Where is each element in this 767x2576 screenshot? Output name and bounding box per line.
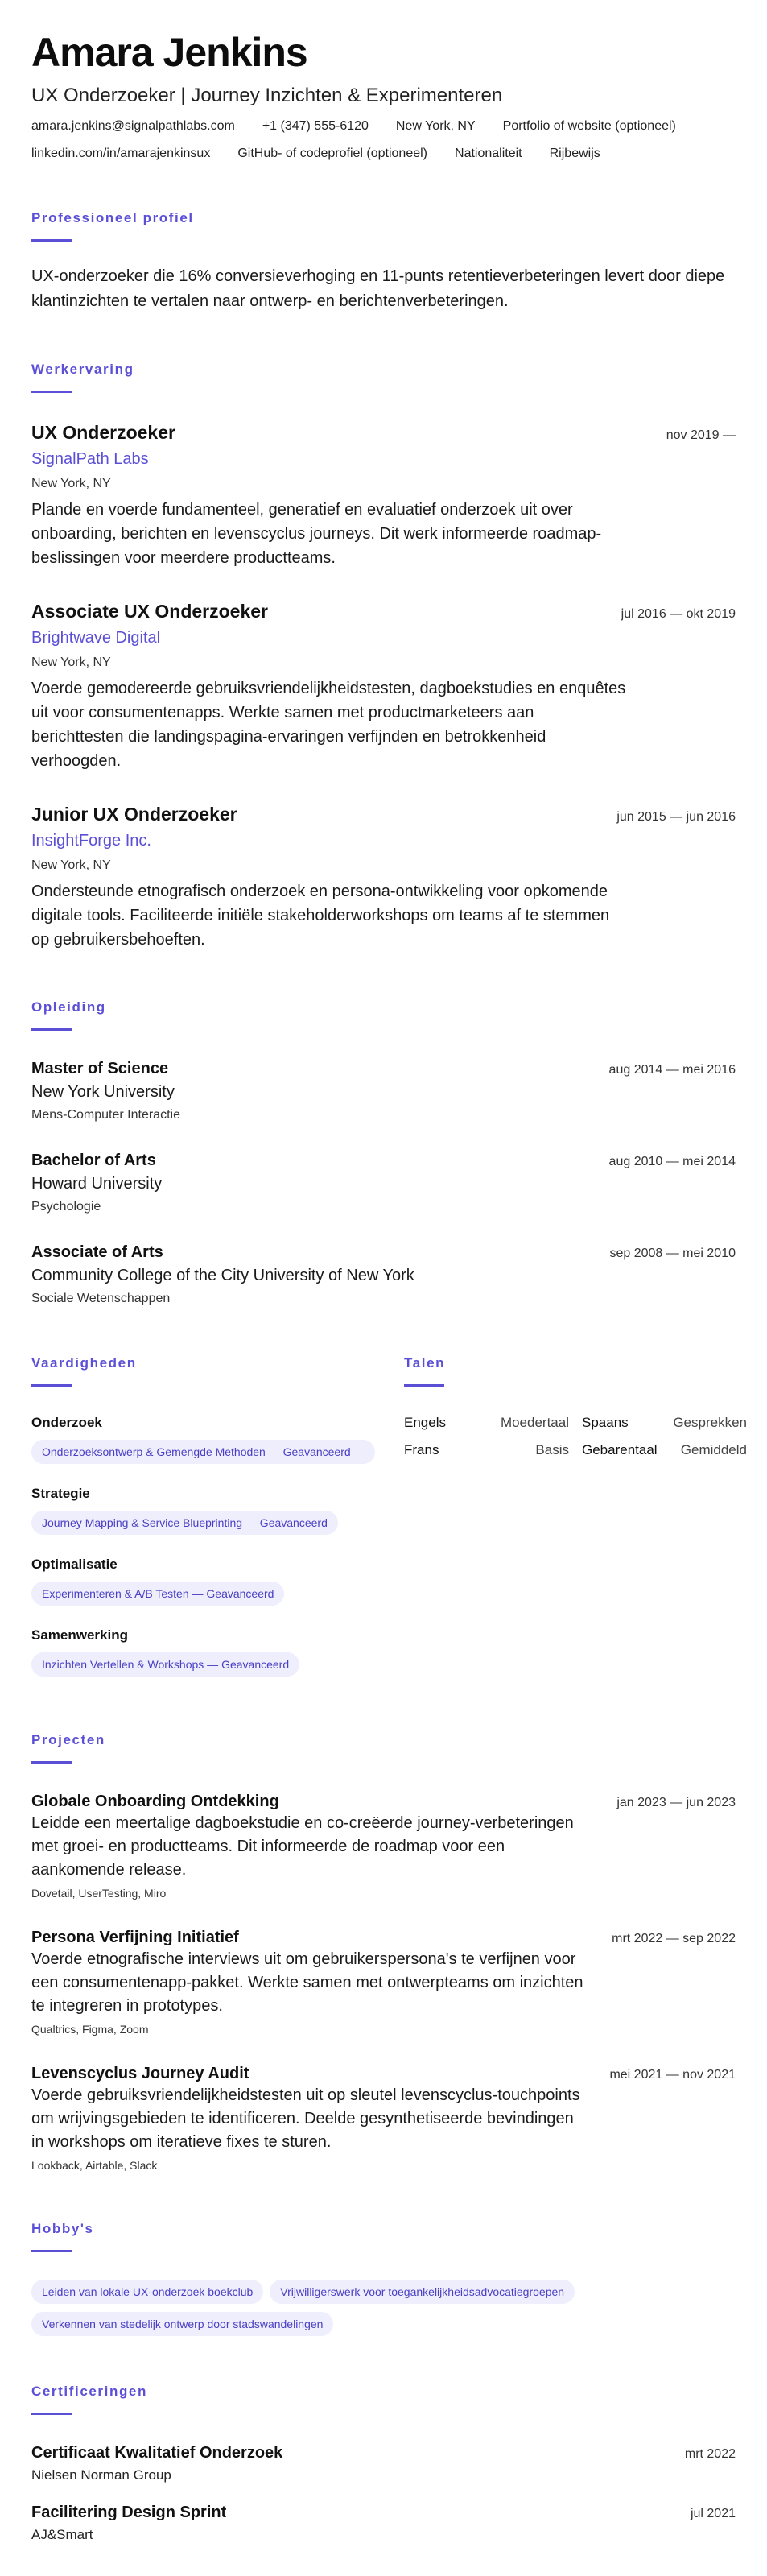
school-name: Howard University xyxy=(31,1175,163,1193)
language-level: Gesprekken xyxy=(673,1415,747,1430)
job-title: Junior UX Onderzoeker xyxy=(31,804,237,825)
education-entry xyxy=(31,1242,736,1308)
education-section xyxy=(31,999,736,1308)
contact-phone[interactable]: +1 (347) 555-6120 xyxy=(262,119,369,133)
degree: Associate of Arts xyxy=(31,1243,163,1261)
job-dates: nov 2019 — xyxy=(666,428,736,442)
language-level: Moedertaal xyxy=(500,1415,569,1430)
job-description: Ondersteunde etnografisch onderzoek en persona-ontwikkeling voor opkomende digitale tools. Faciliteerde initiële stakeholderworkshops om teams af te stemmen op gebruikersbehoeften. xyxy=(31,883,610,949)
certification-date: mrt 2022 xyxy=(684,2447,736,2461)
skill-chip: Experimenteren & A/B Testen — Geavanceerd xyxy=(31,1582,284,1606)
headline: UX Onderzoeker | Journey Inzichten & Experimenteren xyxy=(31,85,503,106)
section-divider xyxy=(404,1384,444,1387)
language-item xyxy=(404,1441,569,1459)
language-name: Spaans xyxy=(582,1415,629,1430)
project-dates: jan 2023 — jun 2023 xyxy=(616,1796,736,1809)
skill-category: Optimalisatie xyxy=(31,1557,118,1572)
candidate-name: Amara Jenkins xyxy=(31,30,307,75)
job-location: New York, NY xyxy=(31,477,111,490)
contact-drivers-license: Rijbewijs xyxy=(549,147,600,160)
projects-section xyxy=(31,1731,736,2173)
skill-group xyxy=(31,1485,393,1543)
project-description: Leidde een meertalige dagboekstudie en co-creëerde journey-verbeteringen met groei- en productteams. Dit informeerde de roadmap voor een aankomende release. xyxy=(31,1814,574,1879)
education-dates: aug 2014 — mei 2016 xyxy=(608,1063,736,1077)
contact-email[interactable]: amara.jenkins@signalpathlabs.com xyxy=(31,119,235,133)
skill-group xyxy=(31,1627,393,1685)
job-title: UX Onderzoeker xyxy=(31,422,175,443)
project-title: Persona Verfijning Initiatief xyxy=(31,1929,239,1946)
hobby-chip: Verkennen van stedelijk ontwerp door stadswandelingen xyxy=(31,2312,333,2336)
hobby-chip: Vrijwilligerswerk voor toegankelijkheidsadvocatiegroepen xyxy=(270,2280,575,2304)
skills-languages-section xyxy=(31,1354,747,1685)
resume-header xyxy=(31,31,736,163)
skill-chip: Journey Mapping & Service Blueprinting — Geavanceerd xyxy=(31,1511,338,1535)
skill-category: Samenwerking xyxy=(31,1627,128,1643)
project-dates: mei 2021 — nov 2021 xyxy=(609,2068,736,2082)
skill-category: Strategie xyxy=(31,1486,90,1501)
company-name: Brightwave Digital xyxy=(31,629,161,647)
project-tools: Lookback, Airtable, Slack xyxy=(31,2159,158,2172)
section-title: Vaardigheden xyxy=(31,1355,137,1371)
section-title: Opleiding xyxy=(31,999,106,1015)
project-description: Voerde etnografische interviews uit om gebruikerspersona's te verfijnen voor een consumentenapp-pakket. Werkte samen met ontwerpteams om inzichten te integreren in prototypes. xyxy=(31,1950,583,2015)
company-name: InsightForge Inc. xyxy=(31,832,151,850)
certification-entry xyxy=(31,2442,736,2484)
contact-github[interactable]: GitHub- of codeprofiel (optioneel) xyxy=(237,147,428,160)
project-title: Levenscyclus Journey Audit xyxy=(31,2065,249,2082)
language-item xyxy=(582,1414,747,1432)
languages-list xyxy=(404,1414,747,1459)
experience-section xyxy=(31,361,736,952)
language-name: Engels xyxy=(404,1415,446,1430)
job-location: New York, NY xyxy=(31,858,111,872)
experience-entry xyxy=(31,802,736,952)
experience-entry xyxy=(31,420,736,570)
school-name: Community College of the City University of New York xyxy=(31,1267,414,1284)
education-entry xyxy=(31,1150,736,1216)
contact-linkedin[interactable]: linkedin.com/in/amarajenkinsux xyxy=(31,147,211,160)
section-divider xyxy=(31,1384,72,1387)
contact-list xyxy=(31,118,736,163)
degree: Bachelor of Arts xyxy=(31,1152,156,1169)
language-item xyxy=(404,1414,569,1432)
language-name: Frans xyxy=(404,1442,439,1458)
certification-date: jul 2021 xyxy=(690,2507,736,2520)
field-of-study: Psychologie xyxy=(31,1200,101,1214)
project-tools: Qualtrics, Figma, Zoom xyxy=(31,2023,149,2036)
job-title: Associate UX Onderzoeker xyxy=(31,601,269,622)
language-level: Basis xyxy=(535,1442,569,1458)
education-dates: aug 2010 — mei 2014 xyxy=(608,1155,736,1168)
education-entry xyxy=(31,1058,736,1124)
language-item xyxy=(582,1441,747,1459)
section-divider xyxy=(31,2413,72,2415)
section-divider xyxy=(31,391,72,393)
certification-issuer: AJ&Smart xyxy=(31,2527,93,2542)
project-tools: Dovetail, UserTesting, Miro xyxy=(31,1887,167,1900)
section-title: Hobby's xyxy=(31,2221,94,2236)
certifications-section xyxy=(31,2383,736,2544)
education-dates: sep 2008 — mei 2010 xyxy=(609,1247,736,1260)
job-location: New York, NY xyxy=(31,655,111,669)
skill-group xyxy=(31,1414,393,1472)
contact-location: New York, NY xyxy=(395,119,476,133)
project-title: Globale Onboarding Ontdekking xyxy=(31,1792,279,1810)
section-divider xyxy=(31,2250,72,2252)
job-dates: jun 2015 — jun 2016 xyxy=(616,810,736,824)
section-title: Werkervaring xyxy=(31,362,134,377)
project-entry xyxy=(31,2063,736,2173)
section-title: Professioneel profiel xyxy=(31,210,194,225)
skills-column xyxy=(31,1354,404,1685)
certification-issuer: Nielsen Norman Group xyxy=(31,2467,171,2483)
section-divider xyxy=(31,239,72,242)
project-dates: mrt 2022 — sep 2022 xyxy=(612,1932,736,1945)
hobbies-section xyxy=(31,2220,736,2344)
job-description: Voerde gemodereerde gebruiksvriendelijkheidstesten, dagboekstudies en enquêtes uit voor consumentenapps. Werkte samen met productmarketeers aan berichttesten die landingspagina-ervaringen verfijnden en betrokkenheid verhoogden. xyxy=(31,680,626,770)
certification-entry xyxy=(31,2502,736,2544)
profile-section xyxy=(31,209,736,314)
experience-entry xyxy=(31,599,736,773)
field-of-study: Sociale Wetenschappen xyxy=(31,1292,171,1305)
language-name: Gebarentaal xyxy=(582,1442,658,1458)
hobby-chip: Leiden van lokale UX-onderzoek boekclub xyxy=(31,2280,263,2304)
project-entry xyxy=(31,1791,736,1901)
company-name: SignalPath Labs xyxy=(31,450,149,468)
section-divider xyxy=(31,1761,72,1764)
certification-title: Facilitering Design Sprint xyxy=(31,2504,227,2521)
section-title: Certificeringen xyxy=(31,2384,147,2399)
section-title: Projecten xyxy=(31,1732,105,1747)
skill-group xyxy=(31,1556,393,1614)
profile-summary: UX-onderzoeker die 16% conversieverhoging en 11-punts retentieverbeteringen levert door diepe klantinzichten te vertalen naar ontwerp- en berichtenverbeteringen. xyxy=(31,267,725,310)
project-entry xyxy=(31,1927,736,2037)
contact-portfolio[interactable]: Portfolio of website (optioneel) xyxy=(502,119,676,133)
certification-title: Certificaat Kwalitatief Onderzoek xyxy=(31,2444,283,2462)
degree: Master of Science xyxy=(31,1060,169,1077)
language-level: Gemiddeld xyxy=(680,1442,747,1458)
job-dates: jul 2016 — okt 2019 xyxy=(621,607,736,621)
section-title: Talen xyxy=(404,1355,446,1371)
hobby-list xyxy=(31,2280,675,2344)
skill-chip: Onderzoeksontwerp & Gemengde Methoden — Geavanceerd xyxy=(31,1440,375,1464)
job-description: Plande en voerde fundamenteel, generatief en evaluatief onderzoek uit over onboarding, berichten en levenscyclus journeys. Dit werk informeerde roadmap-beslissingen voor meerdere productteams. xyxy=(31,501,602,567)
contact-nationality: Nationaliteit xyxy=(455,147,522,160)
skill-chip: Inzichten Vertellen & Workshops — Geavanceerd xyxy=(31,1652,299,1677)
languages-column xyxy=(404,1354,747,1685)
section-divider xyxy=(31,1028,72,1031)
project-description: Voerde gebruiksvriendelijkheidstesten uit op sleutel levenscyclus-touchpoints om wrijvingsgebieden te identificeren. Deelde gesynthetiseerde bevindingen in workshops om iteratieve fixes te sturen. xyxy=(31,2086,580,2151)
field-of-study: Mens-Computer Interactie xyxy=(31,1108,180,1122)
school-name: New York University xyxy=(31,1083,175,1101)
skill-category: Onderzoek xyxy=(31,1415,102,1430)
